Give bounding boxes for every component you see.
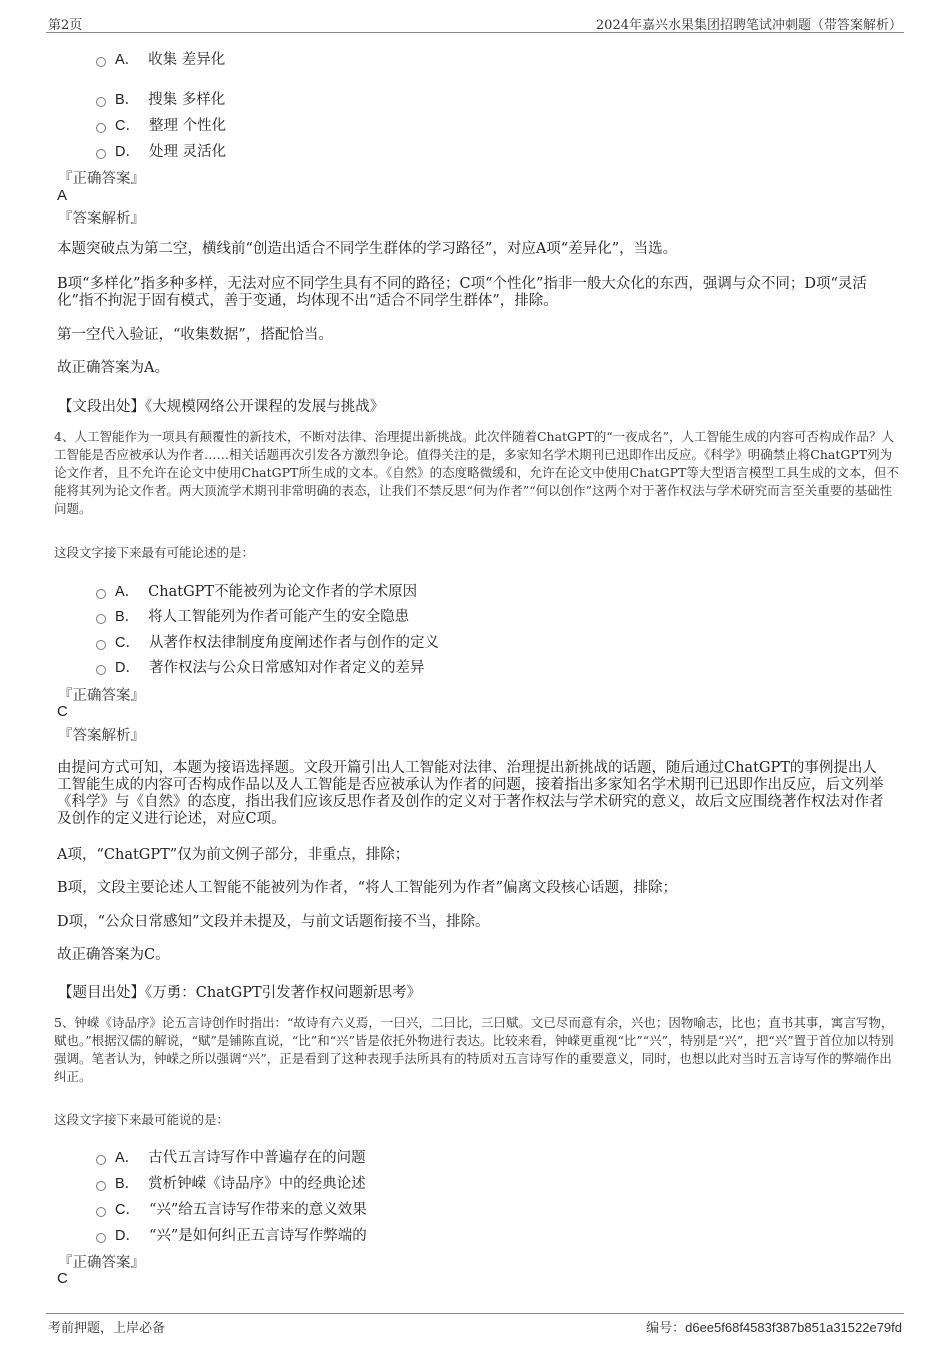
q4-stem: 4、人工智能作为一项具有颠覆性的新技术，不断对法律、治理提出新挑战。此次伴随着ChatGPT的“一夜成名”，人工智能生成的内容可否构成作品？人工智能是否应被承认为作者……相关话题再次引发各方激烈争论。值得关注的是，多家知名学术期刊已迅即作出反应。《科学》明确禁止将ChatGPT列为论文作者，且不允许在论文中使用ChatGPT所生成的文本。《自然》的态度略微缓和，允许在论文中使用ChatGPT等大型语言模型工具生成的文本，但不能将其列为论文作者。两大顶流学术期刊非常明确的表态，让我们不禁反思“何为作者”“何以创作”这两个对于著作权法与学术研究而言至关重要的基础性问题。 xyxy=(54,429,899,516)
q4-answer: C xyxy=(57,703,68,720)
q3-analysis-p4: 故正确答案为A。 xyxy=(57,360,169,376)
radio-icon[interactable] xyxy=(96,1233,106,1243)
q5-answer: C xyxy=(57,1270,68,1287)
page-footer xyxy=(46,1313,904,1336)
q3-source: 【文段出处】《大规模网络公开课程的发展与挑战》 xyxy=(58,399,385,415)
radio-icon[interactable] xyxy=(96,57,106,67)
q4-answer-label: 『正确答案』 xyxy=(58,688,145,704)
q3-answer: A xyxy=(57,187,68,204)
q4-analysis-p1: 由提问方式可知，本题为接语选择题。文段开篇引出人工智能对法律、治理提出新挑战的话题，随后通过ChatGPT的事例提出人工智能生成的内容可否构成作品以及人工智能是否应被承认为作者的问题，接着指出多家知名学术期刊已迅即作出反应，后文列举《科学》与《自然》的态度，指出我们应该反思作者及创作的定义对于著作权法与学术研究的意义，故后文应围绕著作权法对作者及创作的定义进行论述，对应C项。 xyxy=(57,760,884,827)
q3-option-c[interactable]: C． 整理 个性化 xyxy=(96,114,226,135)
radio-icon[interactable] xyxy=(96,1181,106,1191)
q5-option-a[interactable]: A． 古代五言诗写作中普遍存在的问题 xyxy=(96,1146,366,1167)
q4-source: 【题目出处】《万勇：ChatGPT引发著作权问题新思考》 xyxy=(58,985,422,1001)
q4-analysis-p4: D项，“公众日常感知”文段并未提及，与前文话题衔接不当，排除。 xyxy=(57,914,490,930)
q3-option-d[interactable]: D． 处理 灵活化 xyxy=(96,140,226,161)
q3-analysis-p3: 第一空代入验证，“收集数据”，搭配恰当。 xyxy=(57,327,333,343)
q3-analysis-label: 『答案解析』 xyxy=(58,211,145,227)
document-code: 编号：d6ee5f68f4583f387b851a31522e79fd xyxy=(646,1320,902,1336)
document-title: 2024年嘉兴水果集团招聘笔试冲刺题（带答案解析） xyxy=(595,18,902,33)
q5-option-b[interactable]: B． 赏析钟嵘《诗品序》中的经典论述 xyxy=(96,1172,366,1193)
q4-analysis-p3: B项，文段主要论述人工智能不能被列为作者，“将人工智能列为作者”偏离文段核心话题，排除； xyxy=(57,880,677,896)
q4-analysis-p2: A项，“ChatGPT”仅为前文例子部分，非重点，排除； xyxy=(57,847,410,863)
q4-option-b[interactable]: B． 将人工智能列为作者可能产生的安全隐患 xyxy=(96,605,409,626)
radio-icon[interactable] xyxy=(96,640,106,650)
q3-option-b[interactable]: B． 搜集 多样化 xyxy=(96,88,225,109)
q4-option-c[interactable]: C． 从著作权法律制度角度阐述作者与创作的定义 xyxy=(96,631,439,652)
q3-analysis-p2: B项“多样化”指多种多样，无法对应不同学生具有不同的路径；C项“个性化”指非一般大众化的东西，强调与众不同；D项“灵活化”指不拘泥于固有模式，善于变通，均体现不出“适合不同学生群体”，排除。 xyxy=(57,276,867,309)
q4-analysis-p5: 故正确答案为C。 xyxy=(57,947,170,963)
radio-icon[interactable] xyxy=(96,123,106,133)
q3-answer-label: 『正确答案』 xyxy=(58,171,145,187)
q3-option-a[interactable]: A． 收集 差异化 xyxy=(96,48,225,69)
radio-icon[interactable] xyxy=(96,589,106,599)
radio-icon[interactable] xyxy=(96,97,106,107)
q4-analysis-label: 『答案解析』 xyxy=(58,728,145,744)
q3-analysis-p1: 本题突破点为第二空，横线前“创造出适合不同学生群体的学习路径”，对应A项“差异化”，当选。 xyxy=(57,241,678,257)
page-header xyxy=(46,10,904,33)
q5-option-c[interactable]: C． “兴”给五言诗写作带来的意义效果 xyxy=(96,1198,367,1219)
page-number: 第2页 xyxy=(48,18,83,33)
radio-icon[interactable] xyxy=(96,665,106,675)
q4-ask: 这段文字接下来最有可能论述的是： xyxy=(54,545,255,560)
q5-ask: 这段文字接下来最可能说的是： xyxy=(54,1112,230,1127)
q4-option-a[interactable]: A． ChatGPT不能被列为论文作者的学术原因 xyxy=(96,580,417,601)
q4-option-d[interactable]: D． 著作权法与公众日常感知对作者定义的差异 xyxy=(96,656,424,677)
radio-icon[interactable] xyxy=(96,1155,106,1165)
radio-icon[interactable] xyxy=(96,1207,106,1217)
radio-icon[interactable] xyxy=(96,149,106,159)
q5-option-d[interactable]: D． “兴”是如何纠正五言诗写作弊端的 xyxy=(96,1224,367,1245)
footer-slogan: 考前押题，上岸必备 xyxy=(48,1321,166,1336)
q5-stem: 5、钟嵘《诗品序》论五言诗创作时指出：“故诗有六义焉，一曰兴，二曰比，三曰赋。文已尽而意有余，兴也；因物喻志，比也；直书其事，寓言写物，赋也。”根据汉儒的解说，“赋”是铺陈直说，“比”和“兴”皆是依托外物进行表达。比较来看，钟嵘更重视“比”“兴”，特别是“兴”，把“兴”置于首位加以特别强调。笔者认为，钟嵘之所以强调“兴”，正是看到了这种表现手法所具有的特质对五言诗写作的重要意义，同时，也想以此对当时五言诗写作的弊端作出纠正。 xyxy=(54,1015,894,1084)
q5-answer-label: 『正确答案』 xyxy=(58,1255,145,1271)
radio-icon[interactable] xyxy=(96,614,106,624)
